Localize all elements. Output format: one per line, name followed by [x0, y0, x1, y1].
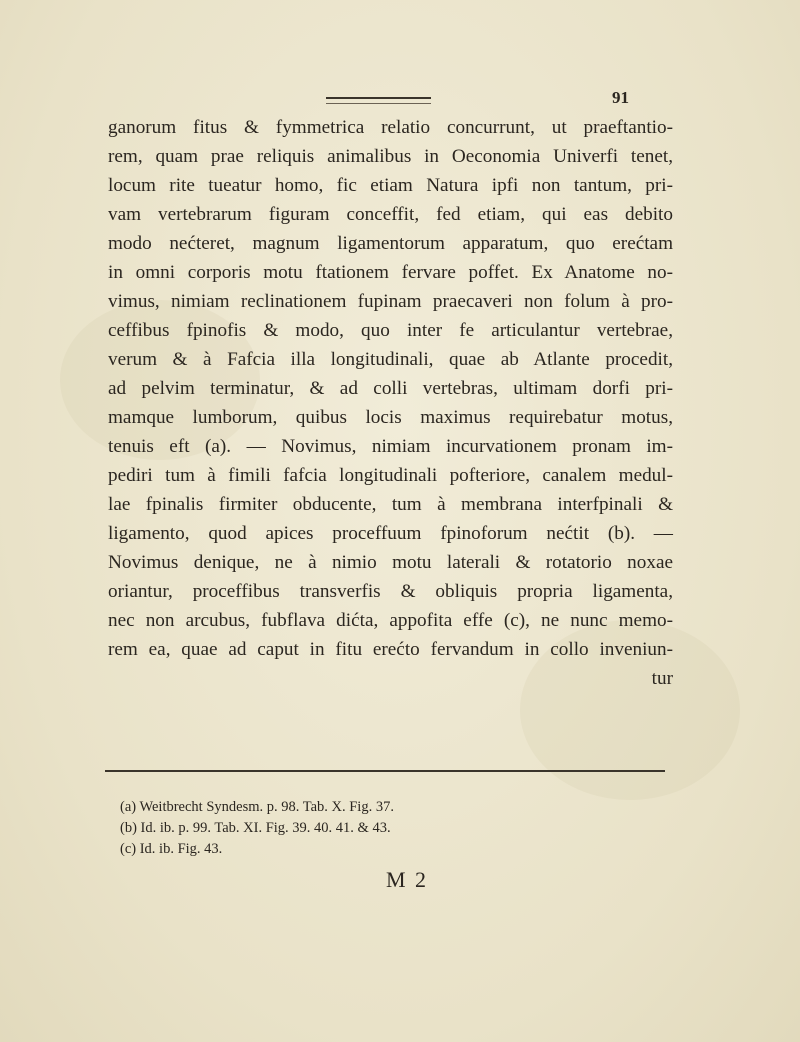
- text-line: mamque lumborum, quibus locis maximus requirebatur motus,: [108, 407, 673, 428]
- header-ornament-rule: [326, 97, 431, 104]
- text-line: lae fpinalis firmiter obducente, tum à membrana interfpinali &: [108, 494, 673, 515]
- text-line: rem, quam prae reliquis animalibus in Oeconomia Univerfi tenet,: [108, 146, 673, 167]
- text-line: rem ea, quae ad caput in fitu erećto fervandum in collo inveniun-: [108, 639, 673, 660]
- text-line: ligamento, quod apices proceffuum fpinoforum nećtit (b). —: [108, 523, 673, 544]
- text-line: ceffibus fpinofis & modo, quo inter fe articulantur vertebrae,: [108, 320, 673, 341]
- text-line: vam vertebrarum figuram conceffit, fed etiam, qui eas debito: [108, 204, 673, 225]
- catchword: tur: [651, 668, 673, 689]
- text-line: nec non arcubus, fubflava dićta, appofita effe (c), ne nunc memo-: [108, 610, 673, 631]
- signature-mark: M 2: [386, 867, 429, 892]
- footnote: (a) Weitbrecht Syndesm. p. 98. Tab. X. Fig. 37.: [120, 799, 394, 815]
- main-text: [108, 113, 673, 693]
- text-line: pediri tum à fimili fafcia longitudinali pofteriore, canalem medul-: [108, 465, 673, 486]
- footnote: (b) Id. ib. p. 99. Tab. XI. Fig. 39. 40. 41. & 43.: [120, 820, 391, 836]
- footnotes: [120, 797, 660, 860]
- text-line: Novimus denique, ne à nimio motu laterali & rotatorio noxae: [108, 552, 673, 573]
- text-line: oriantur, proceffibus transverfis & obliquis propria ligamenta,: [108, 581, 673, 602]
- text-line: ganorum fitus & fymmetrica relatio concurrunt, ut praeftantio-: [108, 117, 673, 138]
- footnote-rule: [105, 770, 665, 772]
- text-line: verum & à Fafcia illa longitudinali, quae ab Atlante procedit,: [108, 349, 673, 370]
- page-number: 91: [612, 88, 629, 107]
- text-line: locum rite tueatur homo, fic etiam Natura ipfi non tantum, pri-: [108, 175, 673, 196]
- text-line: ad pelvim terminatur, & ad colli vertebras, ultimam dorfi pri-: [108, 378, 673, 399]
- text-line: modo nećteret, magnum ligamentorum apparatum, quo erećtam: [108, 233, 673, 254]
- text-line: tenuis eft (a). — Novimus, nimiam incurvationem pronam im-: [108, 436, 673, 457]
- text-line: in omni corporis motu ftationem fervare poffet. Ex Anatome no-: [108, 262, 673, 283]
- text-line: vimus, nimiam reclinationem fupinam praecaveri non folum à pro-: [108, 291, 673, 312]
- footnote: (c) Id. ib. Fig. 43.: [120, 841, 223, 857]
